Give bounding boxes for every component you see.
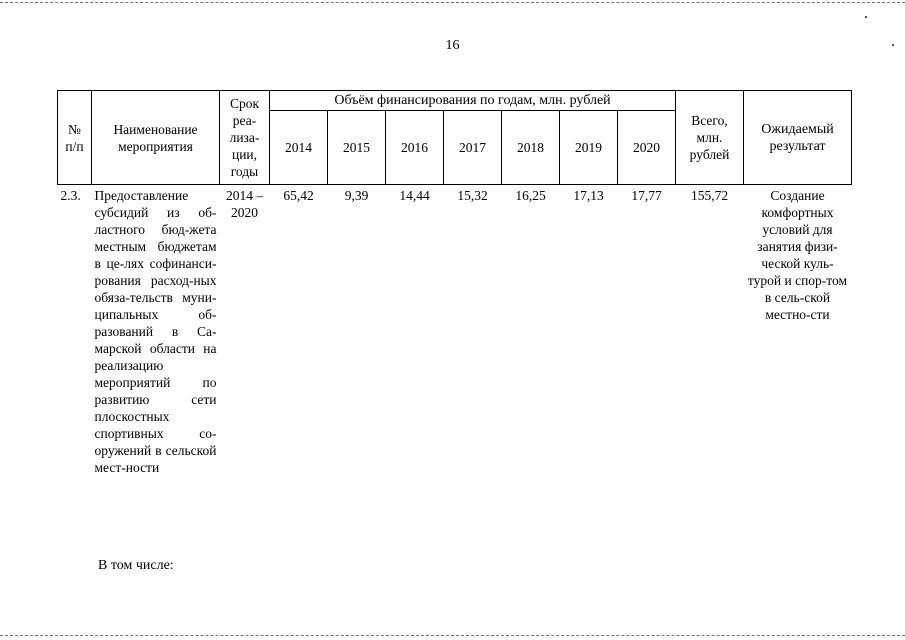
header-year: 2017 xyxy=(444,111,502,185)
including-label: В том числе: xyxy=(98,558,174,573)
header-name: Наименование мероприятия xyxy=(92,91,220,185)
row-num: 2.3. xyxy=(58,185,92,477)
header-year: 2016 xyxy=(386,111,444,185)
header-year: 2019 xyxy=(560,111,618,185)
table-row xyxy=(58,185,852,477)
row-value: 15,32 xyxy=(444,185,502,477)
page-number: 16 xyxy=(445,38,460,53)
row-total: 155,72 xyxy=(676,185,744,477)
row-value: 14,44 xyxy=(386,185,444,477)
scan-bottom-edge xyxy=(0,635,905,636)
header-term: Срок реа-лиза-ции, годы xyxy=(220,91,270,185)
header-year: 2015 xyxy=(328,111,386,185)
row-term: 2014 – 2020 xyxy=(220,185,270,477)
header-result: Ожидаемый результат xyxy=(744,91,852,185)
header-funding: Объём финансирования по годам, млн. рублей xyxy=(270,91,676,111)
scan-top-edge xyxy=(0,2,905,3)
row-name: Предоставление субсидий из об-ластного бюд-жета местным бюджетам в це-лях софинанси-рования расход-ных обяза-тельств муни-ципальных об-разований в Са-марской области на реализацию мероприятий по развитию сети плоскостных спортивных со-оружений в сельской мест-ности xyxy=(92,185,220,477)
row-value: 9,39 xyxy=(328,185,386,477)
header-year: 2014 xyxy=(270,111,328,185)
row-result: Создание комфортных условий для занятия физи-ческой куль-турой и спор-том в сель-ской местно-сти xyxy=(744,185,852,477)
header-year: 2018 xyxy=(502,111,560,185)
header-total: Всего, млн. рублей xyxy=(676,91,744,185)
row-value: 65,42 xyxy=(270,185,328,477)
financing-table xyxy=(57,90,852,476)
header-num: № п/п xyxy=(58,91,92,185)
row-value: 16,25 xyxy=(502,185,560,477)
row-value: 17,13 xyxy=(560,185,618,477)
header-year: 2020 xyxy=(618,111,676,185)
row-value: 17,77 xyxy=(618,185,676,477)
scan-speck xyxy=(865,16,867,18)
